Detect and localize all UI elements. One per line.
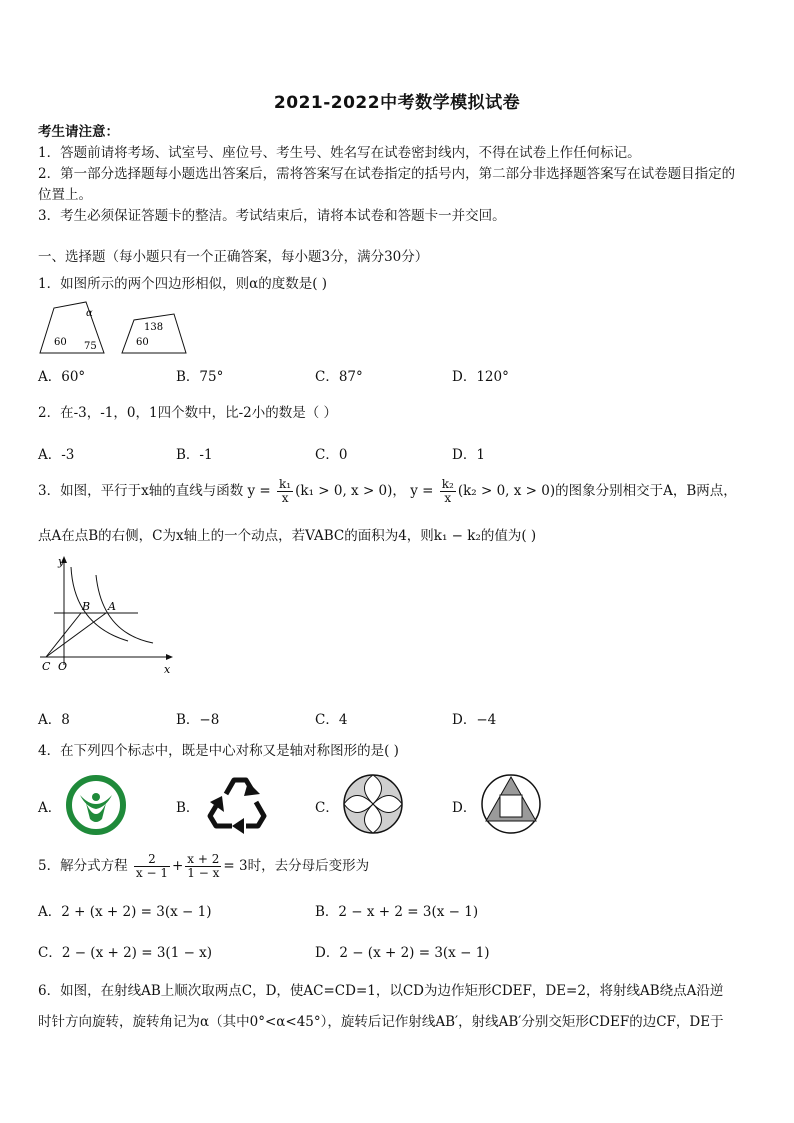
option-a[interactable]: A．2 + (x + 2) = 3(x − 1): [38, 904, 212, 920]
recycle-logo-icon: [204, 772, 270, 834]
section-heading: 一、选择题（每小题只有一个正确答案，每小题3分，满分30分）: [38, 249, 429, 265]
triangle-square-circle-logo-icon: [480, 773, 542, 835]
function-condition: (k₂ > 0, x > 0): [457, 483, 556, 499]
stem-text: 5．解分式方程: [38, 858, 128, 874]
stem-text: 的图象分别相交于A，B两点，: [555, 483, 737, 499]
question-1-figure: [38, 300, 188, 356]
four-petal-circle-logo-icon: [342, 773, 404, 835]
fraction-numerator: 2: [134, 853, 170, 867]
option-a[interactable]: A．60°: [38, 369, 86, 385]
option-c[interactable]: C．4: [315, 712, 348, 728]
option-b[interactable]: B．-1: [176, 447, 213, 463]
page-title: 2021-2022中考数学模拟试卷: [273, 93, 521, 113]
notice-item: 1．答题前请将考场、试室号、座位号、考生号、姓名写在试卷密封线内，不得在试卷上作任何标记。: [38, 145, 641, 161]
option-d[interactable]: D．2 − (x + 2) = 3(x − 1): [315, 945, 490, 961]
green-food-logo-icon: [66, 775, 126, 835]
function-condition: (k₁ > 0, x > 0): [295, 483, 393, 499]
option-c[interactable]: C．: [315, 800, 339, 816]
angle-label: 60: [136, 337, 149, 348]
option-b[interactable]: B．: [176, 800, 200, 816]
question-3-stem-cont: 点A在点B的右侧，C为x轴上的一个动点，若VABC的面积为4，则k₁ − k₂的值为( ): [38, 528, 537, 544]
fraction-denominator: x: [281, 491, 289, 505]
point-label: B: [82, 600, 91, 613]
angle-label: 75: [84, 341, 97, 352]
fraction-numerator: k₂: [441, 477, 454, 491]
question-3-stem: 3．如图，平行于x轴的直线与函数 y = $\frac{\text{k₁}}{x}$ (k₁ > 0, x > 0)， y = $\frac{\text{k₂}}{x}$ (k₂ > 0, x > 0)的图象分别相交于A，B两点，: [38, 477, 737, 505]
fraction-denominator: x: [444, 491, 452, 505]
option-c[interactable]: C．2 − (x + 2) = 3(1 − x): [38, 945, 213, 961]
function-1: y = $\frac{\text{k₁}}{x}$ (k₁ > 0, x > 0): [247, 477, 393, 505]
point-label: O: [58, 660, 68, 673]
stem-text: = 3时，去分母后变形为: [223, 858, 370, 874]
option-d[interactable]: D．120°: [452, 369, 509, 385]
axis-label: y: [58, 555, 65, 568]
angle-label: 138: [144, 322, 164, 333]
question-6-stem-cont: 时针方向旋转，旋转角记为α（其中0°<α<45°），旋转后记作射线AB′，射线AB′分别交矩形CDEF的边CF，DE于: [38, 1014, 724, 1030]
question-5-stem: 5．解分式方程 $\frac{2}{x - 1}$ + $\frac{x + 2}{1 - x}$ = 3时，去分母后变形为: [38, 852, 370, 880]
question-2-stem: 2．在-3，-1，0，1四个数中，比-2小的数是（ ）: [38, 405, 338, 421]
question-1-stem: 1．如图所示的两个四边形相似，则α的度数是( ): [38, 276, 328, 292]
option-b[interactable]: B．75°: [176, 369, 224, 385]
option-b[interactable]: B．2 − x + 2 = 3(x − 1): [315, 904, 479, 920]
option-c[interactable]: C．87°: [315, 369, 363, 385]
notice-heading: 考生请注意：: [38, 124, 119, 140]
alpha-label: α: [86, 308, 93, 319]
option-d[interactable]: D．: [452, 800, 477, 816]
option-a[interactable]: A．-3: [38, 447, 75, 463]
fraction-denominator: 1 − x: [187, 866, 220, 880]
fraction-numerator: x + 2: [187, 852, 220, 866]
point-label: A: [108, 600, 116, 613]
option-c[interactable]: C．0: [315, 447, 348, 463]
option-b[interactable]: B．−8: [176, 712, 220, 728]
point-label: C: [42, 660, 51, 673]
option-d[interactable]: D．−4: [452, 712, 497, 728]
axis-label: x: [164, 663, 171, 676]
fraction-denominator: x − 1: [135, 866, 168, 880]
question-4-stem: 4．在下列四个标志中，既是中心对称又是轴对称图形的是( ): [38, 743, 399, 759]
stem-text: 3．如图，平行于x轴的直线与函数: [38, 483, 244, 499]
option-d[interactable]: D．1: [452, 447, 485, 463]
question-6-stem: 6．如图，在射线AB上顺次取两点C，D，使AC=CD=1，以CD为边作矩形CDEF，DE=2，将射线AB绕点A沿逆: [38, 983, 724, 999]
function-2: y = $\frac{\text{k₂}}{x}$ (k₂ > 0, x > 0): [410, 477, 556, 505]
question-3-graph: [38, 553, 178, 678]
notice-item: 2．第一部分选择题每小题选出答案后，需将答案写在试卷指定的括号内，第二部分非选择题答案写在试卷题目指定的: [38, 166, 736, 182]
fraction-numerator: k₁: [279, 477, 292, 491]
option-a[interactable]: A．8: [38, 712, 70, 728]
notice-item: 3．考生必须保证答题卡的整洁。考试结束后，请将本试卷和答题卡一并交回。: [38, 208, 506, 224]
option-a[interactable]: A．: [38, 800, 62, 816]
angle-label: 60: [54, 337, 67, 348]
notice-item: 位置上。: [38, 187, 92, 203]
